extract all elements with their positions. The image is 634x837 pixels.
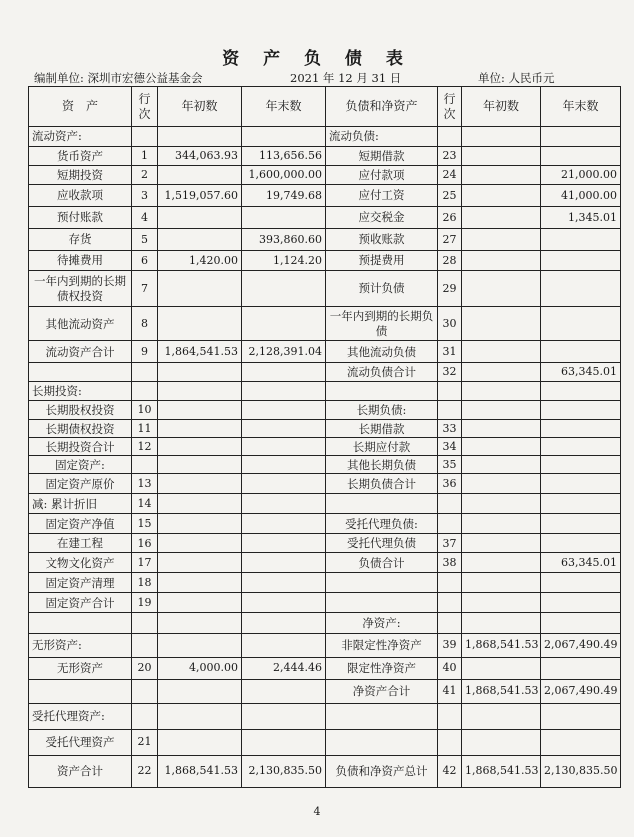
- asset-item-long-term-investments-heading: 长期投资:: [29, 382, 132, 401]
- asset-ending-value: [242, 613, 326, 633]
- liability-item-restricted-net-assets: 限定性净资产: [326, 657, 438, 679]
- liability-item-advances-received: 预收账款: [326, 229, 438, 251]
- asset-item-other-current-assets: 其他流动资产: [29, 307, 132, 341]
- asset-beginning-value: [158, 474, 242, 494]
- currency-unit: 单位: 人民币元: [478, 71, 555, 85]
- liability-line-no: 37: [438, 534, 462, 553]
- liability-ending-value: 63,345.01: [541, 553, 621, 573]
- asset-line-no: 11: [132, 420, 158, 438]
- asset-line-no: [132, 127, 158, 147]
- liability-item-blank: [326, 593, 438, 613]
- liability-item-long-term-payables: 长期应付款: [326, 438, 438, 456]
- table-row: [29, 729, 621, 755]
- asset-line-no: 2: [132, 166, 158, 185]
- asset-item-long-term-debt-investments: 长期债权投资: [29, 420, 132, 438]
- table-row: [29, 207, 621, 229]
- liability-line-no: 26: [438, 207, 462, 229]
- liability-ending-value: [541, 514, 621, 534]
- asset-item-entrusted-assets: 受托代理资产: [29, 729, 132, 755]
- table-row: [29, 703, 621, 729]
- table-row: [29, 185, 621, 207]
- asset-line-no: [132, 613, 158, 633]
- liability-beginning-value: [462, 703, 541, 729]
- asset-beginning-value: [158, 553, 242, 573]
- table-row: [29, 341, 621, 363]
- asset-line-no: 8: [132, 307, 158, 341]
- liability-ending-value: [541, 593, 621, 613]
- liability-ending-value: 41,000.00: [541, 185, 621, 207]
- asset-beginning-value: 1,868,541.53: [158, 755, 242, 787]
- liability-line-no: [438, 613, 462, 633]
- liability-item-total-net-assets: 净资产合计: [326, 679, 438, 703]
- liability-beginning-value: [462, 382, 541, 401]
- liability-item-entrusted-liabilities: 受托代理负债: [326, 534, 438, 553]
- liability-beginning-value: [462, 514, 541, 534]
- table-header-row: [29, 87, 621, 127]
- table-row: [29, 166, 621, 185]
- liability-beginning-value: [462, 573, 541, 593]
- table-row: [29, 573, 621, 593]
- asset-beginning-value: [158, 271, 242, 307]
- asset-ending-value: [242, 271, 326, 307]
- liability-line-no: [438, 401, 462, 420]
- liability-beginning-value: [462, 166, 541, 185]
- liability-beginning-value: [462, 456, 541, 474]
- table-row: [29, 438, 621, 456]
- asset-beginning-value: [158, 127, 242, 147]
- liability-line-no: 31: [438, 341, 462, 363]
- asset-beginning-value: [158, 514, 242, 534]
- liability-ending-value: [541, 657, 621, 679]
- liability-beginning-value: [462, 127, 541, 147]
- liability-ending-value: [541, 271, 621, 307]
- asset-beginning-value: [158, 573, 242, 593]
- asset-line-no: 5: [132, 229, 158, 251]
- asset-beginning-value: [158, 229, 242, 251]
- asset-line-no: 7: [132, 271, 158, 307]
- liability-beginning-value: [462, 185, 541, 207]
- liability-item-long-term-liabilities-due-within-one-year: 一年内到期的长期负债: [326, 307, 438, 341]
- asset-item-intangible-assets: 无形资产: [29, 657, 132, 679]
- liability-item-other-long-term-liabilities: 其他长期负债: [326, 456, 438, 474]
- liability-line-no: 36: [438, 474, 462, 494]
- liability-item-blank: [326, 573, 438, 593]
- liability-ending-value: [541, 573, 621, 593]
- liability-beginning-value: [462, 147, 541, 166]
- asset-ending-value: [242, 474, 326, 494]
- asset-beginning-value: 1,420.00: [158, 251, 242, 271]
- asset-item-current-assets-heading: 流动资产:: [29, 127, 132, 147]
- page-number: 4: [313, 805, 321, 818]
- table-row: [29, 613, 621, 633]
- asset-line-no: [132, 703, 158, 729]
- asset-line-no: 17: [132, 553, 158, 573]
- liability-line-no: 41: [438, 679, 462, 703]
- asset-beginning-value: [158, 593, 242, 613]
- liability-line-no: [438, 382, 462, 401]
- asset-beginning-value: [158, 207, 242, 229]
- liability-item-blank: [326, 703, 438, 729]
- asset-item-entrusted-assets-heading: 受托代理资产:: [29, 703, 132, 729]
- liability-ending-value: [541, 382, 621, 401]
- asset-beginning-value: [158, 307, 242, 341]
- table-row: [29, 755, 621, 787]
- asset-beginning-value: [158, 494, 242, 514]
- liability-item-wages-payable: 应付工资: [326, 185, 438, 207]
- liability-line-no: 34: [438, 438, 462, 456]
- asset-ending-value: 2,444.46: [242, 657, 326, 679]
- asset-ending-value: [242, 207, 326, 229]
- liability-line-no: 28: [438, 251, 462, 271]
- asset-ending-value: [242, 703, 326, 729]
- header-assets: 资 产: [29, 87, 132, 127]
- liability-ending-value: 1,345.01: [541, 207, 621, 229]
- asset-line-no: 10: [132, 401, 158, 420]
- liability-ending-value: 63,345.01: [541, 363, 621, 382]
- liability-item-payables: 应付款项: [326, 166, 438, 185]
- liability-item-total-long-term-liabilities: 长期负债合计: [326, 474, 438, 494]
- liability-item-short-term-borrowings: 短期借款: [326, 147, 438, 166]
- liability-line-no: [438, 703, 462, 729]
- liability-line-no: 23: [438, 147, 462, 166]
- asset-ending-value: [242, 456, 326, 474]
- liability-item-accrued-expenses: 预提费用: [326, 251, 438, 271]
- asset-item-inventory: 存货: [29, 229, 132, 251]
- table-row: [29, 251, 621, 271]
- liability-beginning-value: [462, 438, 541, 456]
- asset-line-no: 14: [132, 494, 158, 514]
- liability-beginning-value: [462, 613, 541, 633]
- liability-line-no: 29: [438, 271, 462, 307]
- asset-item-blank: [29, 679, 132, 703]
- liability-line-no: 27: [438, 229, 462, 251]
- asset-ending-value: [242, 553, 326, 573]
- liability-line-no: 25: [438, 185, 462, 207]
- liability-line-no: 40: [438, 657, 462, 679]
- table-row: [29, 633, 621, 657]
- asset-beginning-value: 1,864,541.53: [158, 341, 242, 363]
- asset-ending-value: 1,600,000.00: [242, 166, 326, 185]
- table-row: [29, 401, 621, 420]
- asset-beginning-value: [158, 166, 242, 185]
- liability-ending-value: [541, 401, 621, 420]
- liability-beginning-value: 1,868,541.53: [462, 755, 541, 787]
- liability-ending-value: [541, 307, 621, 341]
- asset-beginning-value: [158, 438, 242, 456]
- liability-line-no: 33: [438, 420, 462, 438]
- asset-item-cultural-relic-assets: 文物文化资产: [29, 553, 132, 573]
- asset-ending-value: [242, 593, 326, 613]
- asset-ending-value: [242, 363, 326, 382]
- asset-ending-value: [242, 438, 326, 456]
- liability-ending-value: [541, 251, 621, 271]
- report-date: 2021 年 12 月 31 日: [290, 71, 402, 85]
- header-line-no-assets: 行次: [132, 87, 158, 127]
- liability-ending-value: 2,130,835.50: [541, 755, 621, 787]
- liability-line-no: 32: [438, 363, 462, 382]
- asset-ending-value: [242, 307, 326, 341]
- asset-item-fixed-assets-original-cost: 固定资产原价: [29, 474, 132, 494]
- asset-ending-value: [242, 679, 326, 703]
- asset-line-no: [132, 679, 158, 703]
- liability-line-no: [438, 593, 462, 613]
- liability-item-net-assets-heading: 净资产:: [326, 613, 438, 633]
- table-row: [29, 534, 621, 553]
- liability-ending-value: [541, 474, 621, 494]
- liability-beginning-value: [462, 534, 541, 553]
- liability-line-no: 30: [438, 307, 462, 341]
- table-row: [29, 593, 621, 613]
- asset-beginning-value: [158, 363, 242, 382]
- table-row: [29, 456, 621, 474]
- liability-ending-value: [541, 494, 621, 514]
- liability-line-no: 24: [438, 166, 462, 185]
- asset-line-no: 15: [132, 514, 158, 534]
- liability-ending-value: [541, 703, 621, 729]
- header-assets-beginning: 年初数: [158, 87, 242, 127]
- liability-ending-value: 21,000.00: [541, 166, 621, 185]
- asset-beginning-value: [158, 456, 242, 474]
- liability-item-unrestricted-net-assets: 非限定性净资产: [326, 633, 438, 657]
- asset-ending-value: [242, 729, 326, 755]
- asset-item-receivables: 应收款项: [29, 185, 132, 207]
- liability-line-no: [438, 514, 462, 534]
- asset-line-no: [132, 363, 158, 382]
- asset-item-total-long-term-investments: 长期投资合计: [29, 438, 132, 456]
- asset-beginning-value: [158, 534, 242, 553]
- reporting-entity: 编制单位: 深圳市宏德公益基金会: [34, 71, 203, 85]
- asset-ending-value: 19,749.68: [242, 185, 326, 207]
- liability-beginning-value: [462, 341, 541, 363]
- table-row: [29, 514, 621, 534]
- table-row: [29, 494, 621, 514]
- table-row: [29, 127, 621, 147]
- liability-ending-value: [541, 420, 621, 438]
- liability-beginning-value: [462, 401, 541, 420]
- table-row: [29, 679, 621, 703]
- asset-line-no: [132, 456, 158, 474]
- liability-ending-value: [541, 341, 621, 363]
- table-row: [29, 553, 621, 573]
- asset-item-long-term-equity-investments: 长期股权投资: [29, 401, 132, 420]
- asset-line-no: 4: [132, 207, 158, 229]
- asset-beginning-value: [158, 729, 242, 755]
- asset-beginning-value: [158, 420, 242, 438]
- liability-item-total-liabilities-and-net-assets: 负债和净资产总计: [326, 755, 438, 787]
- asset-item-construction-in-progress: 在建工程: [29, 534, 132, 553]
- table-row: [29, 271, 621, 307]
- liability-beginning-value: [462, 271, 541, 307]
- page-title: 资 产 负 债 表: [222, 49, 412, 69]
- liability-line-no: 38: [438, 553, 462, 573]
- asset-beginning-value: 1,519,057.60: [158, 185, 242, 207]
- asset-ending-value: [242, 514, 326, 534]
- liability-item-total-current-liabilities: 流动负债合计: [326, 363, 438, 382]
- asset-line-no: [132, 382, 158, 401]
- asset-line-no: 6: [132, 251, 158, 271]
- liability-item-total-liabilities: 负债合计: [326, 553, 438, 573]
- asset-ending-value: [242, 401, 326, 420]
- asset-item-intangible-assets-heading: 无形资产:: [29, 633, 132, 657]
- header-liabilities-beginning: 年初数: [462, 87, 541, 127]
- asset-item-long-term-debt-investments-due-within-one-year: 一年内到期的长期债权投资: [29, 271, 132, 307]
- liability-ending-value: [541, 147, 621, 166]
- asset-ending-value: 2,128,391.04: [242, 341, 326, 363]
- asset-ending-value: [242, 573, 326, 593]
- asset-item-blank: [29, 613, 132, 633]
- asset-item-total-assets: 资产合计: [29, 755, 132, 787]
- asset-line-no: 3: [132, 185, 158, 207]
- table-row: [29, 382, 621, 401]
- liability-ending-value: [541, 127, 621, 147]
- asset-line-no: 13: [132, 474, 158, 494]
- asset-ending-value: [242, 382, 326, 401]
- liability-beginning-value: [462, 420, 541, 438]
- liability-ending-value: [541, 613, 621, 633]
- asset-ending-value: [242, 534, 326, 553]
- liability-line-no: 39: [438, 633, 462, 657]
- asset-ending-value: [242, 420, 326, 438]
- header-liabilities-ending: 年末数: [541, 87, 621, 127]
- liability-ending-value: [541, 729, 621, 755]
- asset-ending-value: 2,130,835.50: [242, 755, 326, 787]
- liability-line-no: [438, 494, 462, 514]
- liability-line-no: [438, 573, 462, 593]
- liability-ending-value: 2,067,490.49: [541, 633, 621, 657]
- asset-beginning-value: [158, 401, 242, 420]
- liability-item-blank: [326, 729, 438, 755]
- liability-beginning-value: [462, 729, 541, 755]
- liability-line-no: [438, 127, 462, 147]
- asset-item-fixed-assets-disposal: 固定资产清理: [29, 573, 132, 593]
- liability-beginning-value: 1,868,541.53: [462, 679, 541, 703]
- liability-beginning-value: [462, 307, 541, 341]
- asset-beginning-value: [158, 382, 242, 401]
- liability-beginning-value: [462, 251, 541, 271]
- asset-line-no: 19: [132, 593, 158, 613]
- liability-beginning-value: [462, 474, 541, 494]
- asset-beginning-value: [158, 679, 242, 703]
- asset-line-no: 21: [132, 729, 158, 755]
- liability-ending-value: [541, 229, 621, 251]
- table-row: [29, 474, 621, 494]
- liability-item-long-term-liabilities-heading: 长期负债:: [326, 401, 438, 420]
- liability-ending-value: [541, 438, 621, 456]
- asset-line-no: [132, 633, 158, 657]
- liability-item-current-liabilities-heading: 流动负债:: [326, 127, 438, 147]
- asset-item-prepayments: 预付账款: [29, 207, 132, 229]
- liability-ending-value: [541, 534, 621, 553]
- liability-beginning-value: 1,868,541.53: [462, 633, 541, 657]
- asset-line-no: 18: [132, 573, 158, 593]
- asset-item-fixed-assets-heading: 固定资产:: [29, 456, 132, 474]
- table-row: [29, 420, 621, 438]
- asset-item-total-fixed-assets: 固定资产合计: [29, 593, 132, 613]
- balance-sheet-table: [28, 86, 621, 788]
- asset-beginning-value: [158, 703, 242, 729]
- asset-line-no: 1: [132, 147, 158, 166]
- liability-line-no: [438, 729, 462, 755]
- liability-item-entrusted-liabilities-heading: 受托代理负债:: [326, 514, 438, 534]
- liability-line-no: 35: [438, 456, 462, 474]
- liability-beginning-value: [462, 229, 541, 251]
- asset-beginning-value: [158, 613, 242, 633]
- liability-item-taxes-payable: 应交税金: [326, 207, 438, 229]
- asset-line-no: 22: [132, 755, 158, 787]
- asset-line-no: 12: [132, 438, 158, 456]
- asset-ending-value: [242, 494, 326, 514]
- header-line-no-liabilities: 行次: [438, 87, 462, 127]
- liability-ending-value: [541, 456, 621, 474]
- asset-beginning-value: 4,000.00: [158, 657, 242, 679]
- asset-item-cash: 货币资产: [29, 147, 132, 166]
- asset-ending-value: [242, 127, 326, 147]
- liability-item-blank: [326, 382, 438, 401]
- liability-item-other-current-liabilities: 其他流动负债: [326, 341, 438, 363]
- asset-line-no: 9: [132, 341, 158, 363]
- asset-item-blank: [29, 363, 132, 382]
- asset-item-deferred-expenses: 待摊费用: [29, 251, 132, 271]
- asset-ending-value: 113,656.56: [242, 147, 326, 166]
- liability-beginning-value: [462, 207, 541, 229]
- table-row: [29, 307, 621, 341]
- asset-item-fixed-assets-net: 固定资产净值: [29, 514, 132, 534]
- asset-item-accumulated-depreciation: 减: 累计折旧: [29, 494, 132, 514]
- header-liabilities: 负债和净资产: [326, 87, 438, 127]
- liability-line-no: 42: [438, 755, 462, 787]
- header-assets-ending: 年末数: [242, 87, 326, 127]
- asset-item-short-term-investments: 短期投资: [29, 166, 132, 185]
- table-row: [29, 229, 621, 251]
- liability-beginning-value: [462, 363, 541, 382]
- liability-item-estimated-liabilities: 预计负债: [326, 271, 438, 307]
- asset-ending-value: [242, 633, 326, 657]
- asset-line-no: 20: [132, 657, 158, 679]
- asset-item-total-current-assets: 流动资产合计: [29, 341, 132, 363]
- asset-beginning-value: 344,063.93: [158, 147, 242, 166]
- liability-item-blank: [326, 494, 438, 514]
- liability-beginning-value: [462, 494, 541, 514]
- asset-ending-value: 1,124.20: [242, 251, 326, 271]
- table-row: [29, 363, 621, 382]
- asset-ending-value: 393,860.60: [242, 229, 326, 251]
- asset-line-no: 16: [132, 534, 158, 553]
- liability-ending-value: 2,067,490.49: [541, 679, 621, 703]
- table-row: [29, 657, 621, 679]
- liability-beginning-value: [462, 553, 541, 573]
- liability-beginning-value: [462, 593, 541, 613]
- liability-beginning-value: [462, 657, 541, 679]
- liability-item-long-term-borrowings: 长期借款: [326, 420, 438, 438]
- asset-beginning-value: [158, 633, 242, 657]
- table-row: [29, 147, 621, 166]
